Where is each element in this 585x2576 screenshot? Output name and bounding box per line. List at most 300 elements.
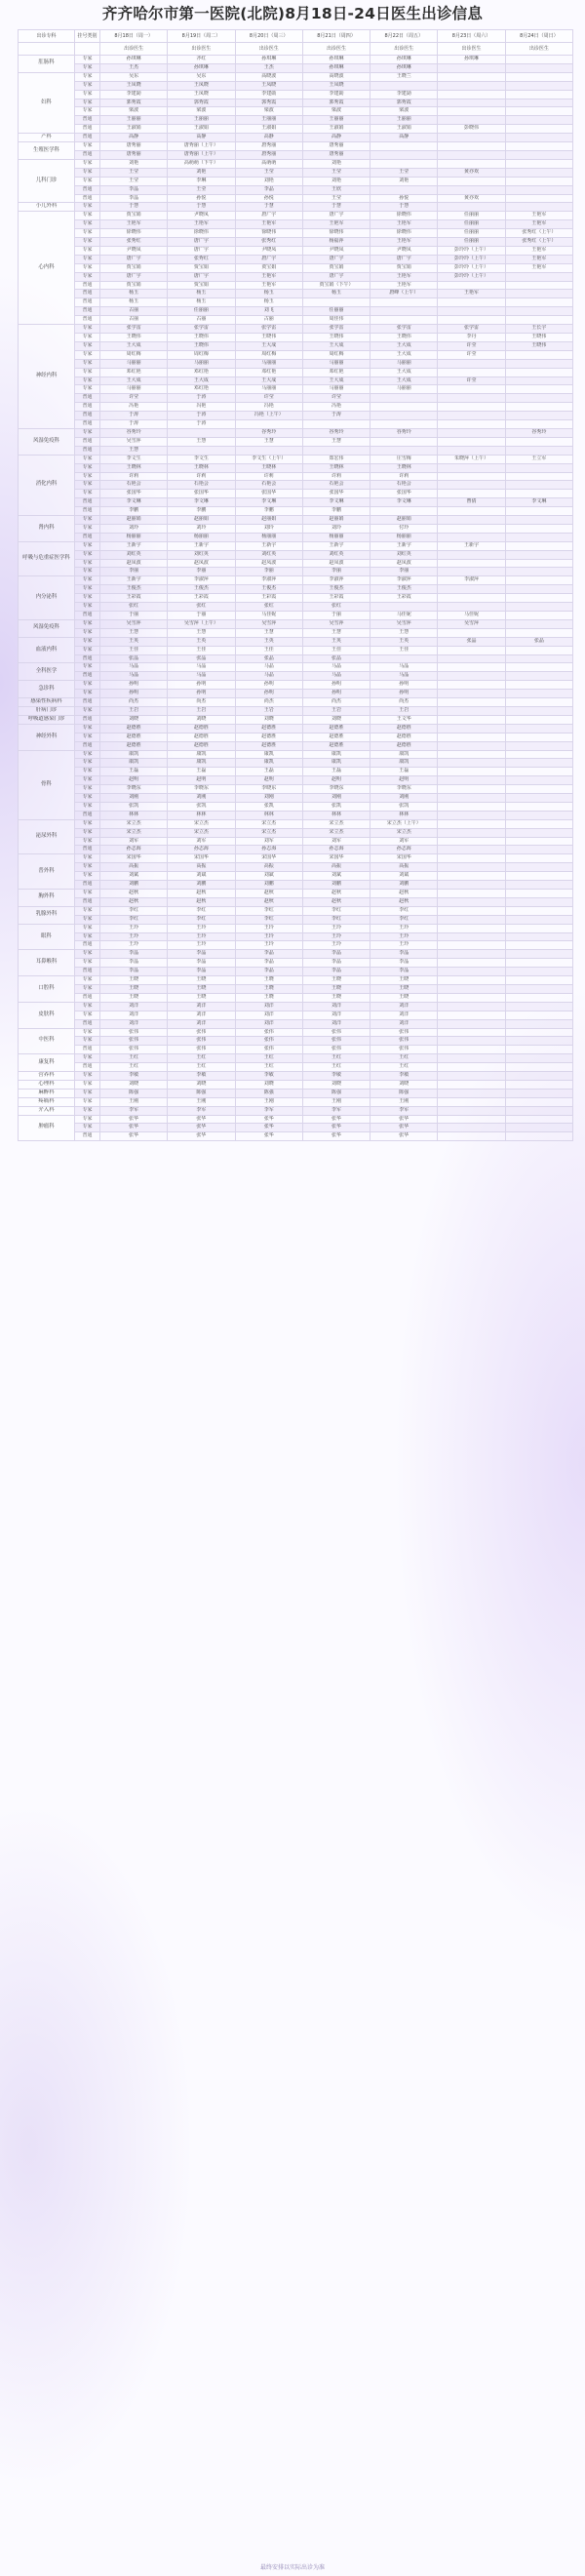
doctor-cell: 王岩 (100, 706, 168, 715)
doctor-cell: 张华 (235, 1132, 302, 1141)
doctor-cell: 李红 (235, 906, 302, 915)
table-row (19, 906, 573, 915)
table-row (19, 897, 573, 906)
doctor-cell (370, 81, 438, 90)
doctor-cell: 赵秋 (168, 890, 235, 898)
doctor-cell (438, 863, 505, 872)
table-row (19, 56, 573, 64)
department-name: 呼吸道感染门诊 (19, 715, 75, 724)
doctor-cell (505, 628, 572, 637)
doctor-cell: 王大成 (302, 376, 370, 385)
doctor-cell (438, 359, 505, 368)
doctor-cell: 高晓波 (302, 72, 370, 81)
registration-type: 专家 (75, 107, 100, 116)
doctor-cell: 孙琪琳 (370, 63, 438, 72)
doctor-cell: 王大成 (370, 341, 438, 350)
doctor-cell: 彭晓伟 (438, 125, 505, 134)
table-row (19, 1046, 573, 1054)
doctor-cell: 于涛 (168, 394, 235, 403)
registration-type: 普通 (75, 194, 100, 203)
doctor-cell: 刘艳 (302, 177, 370, 185)
doctor-cell: 刘鹏 (235, 881, 302, 890)
registration-type: 专家 (75, 828, 100, 837)
doctor-cell (370, 298, 438, 307)
doctor-cell: 王晓伟 (505, 341, 572, 350)
registration-type: 专家 (75, 177, 100, 185)
doctor-cell: 李晶 (235, 185, 302, 194)
doctor-cell (505, 72, 572, 81)
table-row (19, 437, 573, 446)
department-name: 肿瘤科 (19, 1115, 75, 1141)
doctor-cell (505, 612, 572, 620)
doctor-cell: 王艳军 (505, 255, 572, 263)
doctor-cell: 徐晓伟 (168, 229, 235, 238)
doctor-cell: 赵明 (235, 776, 302, 785)
doctor-cell: 高晓波 (235, 72, 302, 81)
table-row (19, 290, 573, 298)
doctor-cell: 梁波 (100, 107, 168, 116)
doctor-cell: 王彩霞 (302, 594, 370, 603)
doctor-cell: 刘晓 (100, 715, 168, 724)
doctor-cell: 王英 (168, 637, 235, 646)
doctor-cell: 李晶 (370, 959, 438, 968)
registration-type: 专家 (75, 90, 100, 99)
doctor-cell: 王艳军 (438, 290, 505, 298)
doctor-cell (505, 203, 572, 212)
table-row (19, 654, 573, 663)
table-row (19, 185, 573, 194)
table-row (19, 463, 573, 472)
doctor-cell: 孙琪琳 (302, 56, 370, 64)
doctor-cell (505, 316, 572, 325)
doctor-cell: 唐秀丽（上午） (168, 142, 235, 151)
department-name: 普外科 (19, 854, 75, 890)
doctor-cell (438, 1097, 505, 1106)
doctor-cell (438, 750, 505, 759)
doctor-cell: 赵德胜 (168, 741, 235, 750)
doctor-cell (505, 412, 572, 420)
registration-type: 专家 (75, 263, 100, 272)
doctor-cell: 王慧 (168, 437, 235, 446)
doctor-cell: 唐秀丽 (302, 142, 370, 151)
doctor-cell: 刘鹏 (302, 881, 370, 890)
table-row (19, 768, 573, 776)
doctor-cell (438, 828, 505, 837)
table-row (19, 220, 573, 229)
doctor-cell: 赵德胜 (100, 733, 168, 741)
schedule-sheet (18, 29, 573, 1141)
doctor-cell: 张红 (168, 603, 235, 612)
department-name: 神经内科 (19, 325, 75, 429)
doctor-cell: 高振 (100, 863, 168, 872)
doctor-cell (505, 993, 572, 1002)
doctor-cell: 任丽丽 (438, 220, 505, 229)
doctor-cell (438, 90, 505, 99)
doctor-cell (438, 672, 505, 681)
doctor-cell (505, 290, 572, 298)
doctor-cell: 李文琳 (370, 498, 438, 507)
doctor-cell: 杨玉 (235, 298, 302, 307)
sub-header-cell: 出诊医生 (438, 43, 505, 56)
registration-type: 普通 (75, 993, 100, 1002)
doctor-cell: 贾宝娟 (100, 263, 168, 272)
department-name: 心理科 (19, 1080, 75, 1089)
doctor-cell: 孙琪琳 (438, 56, 505, 64)
department-name: 中医科 (19, 1028, 75, 1054)
doctor-cell: 唐广宇 (302, 212, 370, 220)
table-row (19, 1097, 573, 1106)
doctor-cell: 赵德胜 (370, 733, 438, 741)
registration-type: 专家 (75, 794, 100, 803)
doctor-cell: 李文生（上午） (235, 455, 302, 463)
doctor-cell: 李红 (302, 915, 370, 924)
doctor-cell: 王艳军 (168, 220, 235, 229)
doctor-cell: 王彩霞 (370, 594, 438, 603)
doctor-cell: 李红 (370, 915, 438, 924)
doctor-cell: 赵凤波 (168, 559, 235, 568)
doctor-cell (438, 819, 505, 828)
doctor-cell (438, 1063, 505, 1072)
table-row (19, 1072, 573, 1081)
doctor-cell: 刘红英 (235, 550, 302, 559)
doctor-cell: 唐秀丽 (235, 142, 302, 151)
doctor-cell: 孙明 (168, 681, 235, 690)
doctor-cell: 李丽 (235, 568, 302, 576)
doctor-cell: 李敏 (100, 1072, 168, 1081)
doctor-cell: 宋立杰 (168, 828, 235, 837)
doctor-cell: 张凯 (370, 802, 438, 811)
doctor-cell (438, 794, 505, 803)
doctor-cell: 刘斌 (168, 872, 235, 881)
doctor-cell (438, 950, 505, 959)
table-row (19, 872, 573, 881)
doctor-cell: 马丽丽 (100, 385, 168, 394)
doctor-cell (438, 654, 505, 663)
table-row (19, 750, 573, 759)
doctor-cell: 许莉 (100, 472, 168, 481)
doctor-cell: 康凯 (168, 750, 235, 759)
doctor-cell: 于慧 (235, 203, 302, 212)
doctor-cell: 宋国华 (370, 854, 438, 863)
doctor-cell: 王莹 (370, 168, 438, 177)
doctor-cell: 王玲 (302, 924, 370, 932)
doctor-cell: 王莹 (302, 168, 370, 177)
table-row (19, 828, 573, 837)
sub-header-cell (19, 43, 75, 56)
doctor-cell (370, 603, 438, 612)
doctor-cell (438, 603, 505, 612)
table-body (19, 56, 573, 1141)
table-row (19, 1115, 573, 1124)
doctor-cell (438, 915, 505, 924)
doctor-cell (370, 307, 438, 316)
doctor-cell: 王晓伟 (168, 341, 235, 350)
doctor-cell: 王晓伟 (168, 334, 235, 342)
doctor-cell: 刘军 (100, 837, 168, 846)
doctor-cell: 赵秋 (235, 897, 302, 906)
registration-type: 普通 (75, 715, 100, 724)
doctor-cell: 孙明 (302, 681, 370, 690)
registration-type: 普通 (75, 846, 100, 854)
registration-type: 专家 (75, 619, 100, 628)
doctor-cell: 吴雪萍 (438, 619, 505, 628)
doctor-cell: 王晓 (302, 976, 370, 985)
table-row (19, 90, 573, 99)
doctor-cell: 李红 (168, 906, 235, 915)
doctor-cell: 张晶 (505, 637, 572, 646)
doctor-cell (505, 516, 572, 525)
doctor-cell: 马丽丽 (370, 359, 438, 368)
doctor-cell (505, 159, 572, 168)
doctor-cell: 宋立杰 (100, 828, 168, 837)
doctor-cell: 王丽丽 (100, 116, 168, 125)
table-row (19, 776, 573, 785)
doctor-cell: 刘艳 (302, 159, 370, 168)
doctor-cell: 许莹 (438, 376, 505, 385)
doctor-cell (438, 316, 505, 325)
doctor-cell (505, 1011, 572, 1019)
header-registration-type: 挂号类别 (75, 30, 100, 43)
registration-type: 专家 (75, 603, 100, 612)
registration-type: 专家 (75, 559, 100, 568)
doctor-cell: 王晓林 (370, 463, 438, 472)
doctor-cell: 张秀红（上午） (505, 238, 572, 247)
doctor-cell: 张秀红（上午） (505, 229, 572, 238)
doctor-cell: 孙琪琳 (100, 56, 168, 64)
doctor-cell (438, 993, 505, 1002)
table-row (19, 203, 573, 212)
doctor-cell: 贾宝娟（下午） (302, 281, 370, 290)
header-day-3: 8月20日（周三） (235, 30, 302, 43)
doctor-cell: 刘艳 (235, 177, 302, 185)
doctor-cell: 李晶 (168, 950, 235, 959)
doctor-cell: 刘鹏 (168, 881, 235, 890)
doctor-cell: 王晓 (168, 976, 235, 985)
doctor-cell: 刘玲 (100, 524, 168, 533)
doctor-cell: 王大成 (100, 376, 168, 385)
doctor-cell: 张伟 (370, 1046, 438, 1054)
doctor-cell: 张学雷 (100, 325, 168, 334)
doctor-cell (302, 420, 370, 429)
table-row (19, 376, 573, 385)
doctor-cell: 王晓林 (302, 463, 370, 472)
doctor-cell (438, 1019, 505, 1028)
registration-type: 专家 (75, 63, 100, 72)
registration-type: 普通 (75, 968, 100, 976)
doctor-cell: 赵明 (168, 776, 235, 785)
table-row (19, 142, 573, 151)
table-row (19, 681, 573, 690)
doctor-cell (505, 1028, 572, 1037)
registration-type: 专家 (75, 463, 100, 472)
doctor-cell (505, 741, 572, 750)
registration-type: 专家 (75, 663, 100, 672)
doctor-cell: 于涛 (100, 420, 168, 429)
registration-type: 专家 (75, 1115, 100, 1124)
doctor-cell: 赵凤波 (235, 559, 302, 568)
doctor-cell: 刘刚 (370, 794, 438, 803)
doctor-cell (505, 984, 572, 993)
doctor-cell (370, 159, 438, 168)
doctor-cell: 马丽丽 (235, 359, 302, 368)
doctor-cell: 于涛 (168, 420, 235, 429)
doctor-cell: 孙琪琳 (235, 56, 302, 64)
doctor-cell: 唐广宇 (235, 255, 302, 263)
doctor-cell: 刘玲 (235, 524, 302, 533)
table-row (19, 420, 573, 429)
doctor-cell (505, 1132, 572, 1141)
doctor-cell: 王刚 (302, 1097, 370, 1106)
doctor-cell (505, 1072, 572, 1081)
registration-type: 普通 (75, 116, 100, 125)
doctor-cell: 贾宝娟 (168, 263, 235, 272)
doctor-cell: 王淑娟 (100, 125, 168, 134)
registration-type: 普通 (75, 881, 100, 890)
doctor-cell (505, 281, 572, 290)
doctor-cell (438, 941, 505, 950)
registration-type: 专家 (75, 568, 100, 576)
doctor-cell (505, 350, 572, 359)
doctor-cell: 李晓东 (235, 785, 302, 794)
doctor-cell: 冯艳（上午） (235, 412, 302, 420)
doctor-cell: 宋立杰（上午） (370, 819, 438, 828)
doctor-cell: 赵德胜 (235, 724, 302, 733)
doctor-cell: 张伟 (370, 1028, 438, 1037)
doctor-cell: 张红 (100, 603, 168, 612)
doctor-cell: 王长宇 (505, 325, 572, 334)
doctor-cell: 高振 (168, 863, 235, 872)
table-row (19, 472, 573, 481)
doctor-cell: 王玲 (235, 932, 302, 941)
doctor-cell (438, 976, 505, 985)
table-row (19, 802, 573, 811)
doctor-cell: 任丽丽 (302, 307, 370, 316)
doctor-cell: 李文琳 (168, 498, 235, 507)
table-row (19, 976, 573, 985)
doctor-cell: 马晶 (370, 663, 438, 672)
doctor-cell: 张华 (235, 1124, 302, 1132)
doctor-cell: 赵丽娟 (370, 516, 438, 525)
doctor-cell (505, 802, 572, 811)
registration-type: 专家 (75, 733, 100, 741)
doctor-cell: 吴雪萍 (100, 619, 168, 628)
doctor-cell: 宋立杰 (168, 819, 235, 828)
doctor-cell: 陈强 (168, 1089, 235, 1097)
doctor-cell: 王玲 (302, 941, 370, 950)
table-row (19, 455, 573, 463)
sub-header-cell: 出诊医生 (168, 43, 235, 56)
doctor-cell: 赵德胜 (370, 741, 438, 750)
header-day-1: 8月18日（周一） (100, 30, 168, 43)
department-name: 消化内科 (19, 455, 75, 515)
doctor-cell: 王玲 (235, 941, 302, 950)
doctor-cell: 张华 (302, 1115, 370, 1124)
doctor-cell: 许莉 (302, 472, 370, 481)
doctor-cell (505, 776, 572, 785)
doctor-cell: 张伟 (235, 1037, 302, 1046)
table-row (19, 941, 573, 950)
doctor-cell: 彭玲玲（上午） (438, 263, 505, 272)
doctor-cell: 孙琪琳 (302, 63, 370, 72)
doctor-cell: 李敏 (168, 1072, 235, 1081)
doctor-cell: 林林 (302, 811, 370, 819)
registration-type: 专家 (75, 802, 100, 811)
doctor-cell: 张晶 (168, 654, 235, 663)
doctor-cell: 宋立杰 (235, 828, 302, 837)
doctor-cell (438, 533, 505, 541)
doctor-cell: 王艳军 (370, 281, 438, 290)
doctor-cell (235, 420, 302, 429)
doctor-cell: 孙明 (100, 681, 168, 690)
doctor-cell: 王玲 (370, 941, 438, 950)
table-row (19, 715, 573, 724)
doctor-cell: 李晶 (302, 968, 370, 976)
doctor-cell (505, 90, 572, 99)
doctor-cell: 王艳军 (100, 220, 168, 229)
doctor-cell: 尚杰 (100, 698, 168, 707)
doctor-cell: 孙志海 (302, 846, 370, 854)
table-row (19, 672, 573, 681)
registration-type: 专家 (75, 229, 100, 238)
doctor-cell (438, 142, 505, 151)
table-row (19, 81, 573, 90)
doctor-cell: 赵凤波 (370, 559, 438, 568)
doctor-cell: 李丽 (100, 568, 168, 576)
doctor-cell: 王慧 (302, 437, 370, 446)
doctor-cell: 尹晓凤 (235, 246, 302, 255)
doctor-cell: 王晓伟 (302, 334, 370, 342)
department-name: 口腔科 (19, 976, 75, 1003)
doctor-cell (438, 1124, 505, 1132)
table-row (19, 646, 573, 654)
doctor-cell: 孙琪琳 (370, 56, 438, 64)
doctor-cell: 王莹 (235, 168, 302, 177)
doctor-cell: 李红 (100, 915, 168, 924)
table-row (19, 159, 573, 168)
doctor-cell (505, 759, 572, 768)
department-name: 皮肤科 (19, 1002, 75, 1028)
doctor-cell: 刘红英 (168, 550, 235, 559)
doctor-cell (505, 550, 572, 559)
doctor-cell (438, 516, 505, 525)
registration-type: 专家 (75, 524, 100, 533)
doctor-cell: 刘晓 (370, 1080, 438, 1089)
doctor-cell: 唐秀丽 (100, 150, 168, 159)
doctor-cell (505, 1124, 572, 1132)
doctor-cell: 张凯 (302, 802, 370, 811)
doctor-cell: 李晶 (100, 185, 168, 194)
registration-type: 专家 (75, 915, 100, 924)
doctor-cell: 尚杰 (370, 698, 438, 707)
doctor-cell: 李红 (100, 906, 168, 915)
doctor-cell: 李鹏 (235, 507, 302, 516)
doctor-cell (438, 681, 505, 690)
doctor-cell (505, 819, 572, 828)
registration-type: 普通 (75, 290, 100, 298)
doctor-cell (438, 403, 505, 412)
doctor-cell: 马丽丽 (235, 385, 302, 394)
doctor-cell (505, 663, 572, 672)
doctor-cell: 于慧 (302, 203, 370, 212)
doctor-cell (505, 603, 572, 612)
doctor-cell (438, 594, 505, 603)
doctor-cell: 许莹 (438, 341, 505, 350)
doctor-cell (438, 420, 505, 429)
doctor-cell: 刘鹏 (370, 881, 438, 890)
doctor-cell: 尚杰 (235, 698, 302, 707)
table-row (19, 533, 573, 541)
doctor-cell: 王淑娟 (302, 125, 370, 134)
